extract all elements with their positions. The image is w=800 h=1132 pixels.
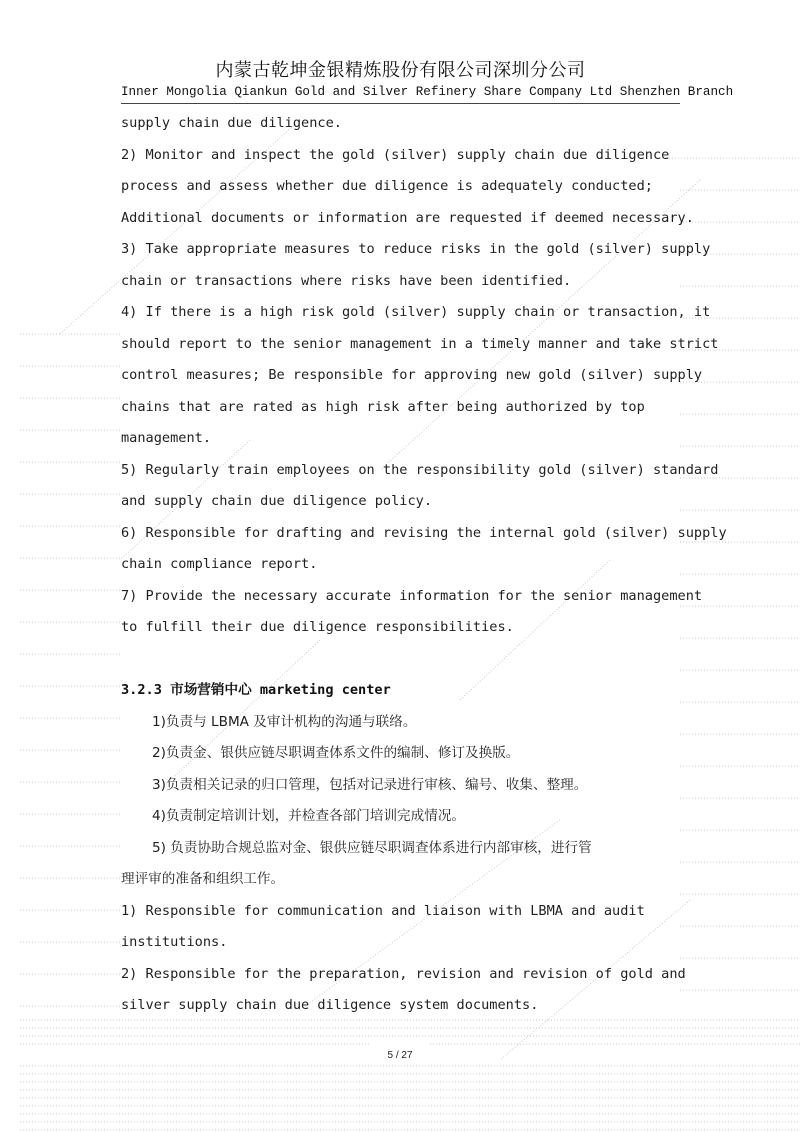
body-line: chain compliance report. [121,556,318,572]
body-line: and supply chain due diligence policy. [121,493,432,509]
cn-list-item: 2)负责金、银供应链尽职调查体系文件的编制、修订及换版。 [152,745,520,761]
body-line: Additional documents or information are requested if deemed necessary. [121,209,694,226]
document-body [121,108,727,1022]
section-heading: 3.2.3 市场营销中心 marketing center [121,682,391,698]
body-line: chains that are rated as high risk after being authorized by top [121,398,645,415]
page-number: 5 / 27 [387,1050,413,1061]
body-line: control measures; Be responsible for approving new gold (silver) supply [121,367,703,383]
company-name-english: Inner Mongolia Qiankun Gold and Silver Refinery Share Company Ltd Shenzhen Branch [121,85,734,99]
body-line: 2) Monitor and inspect the gold (silver) supply chain due diligence [121,146,670,163]
en-list-item: institutions. [121,934,228,950]
body-line: 3) Take appropriate measures to reduce risks in the gold (silver) supply [121,241,711,257]
cn-list-item: 5) 负责协助合规总监对金、银供应链尽职调查体系进行内部审核，进行管 [152,839,592,856]
cn-list-item-continued: 理评审的准备和组织工作。 [121,871,285,887]
company-name-chinese: 内蒙古乾坤金银精炼股份有限公司深圳分公司 [215,60,586,81]
cn-list-item: 4)负责制定培训计划，并检查各部门培训完成情况。 [152,808,466,824]
body-line: 7) Provide the necessary accurate information for the senior management [121,587,703,604]
body-line: chain or transactions where risks have been identified. [121,272,572,289]
en-list-item: 2) Responsible for the preparation, revision and revision of gold and [121,965,686,982]
body-line: to fulfill their due diligence responsibilities. [121,619,514,635]
en-list-item: 1) Responsible for communication and liaison with LBMA and audit [121,902,645,919]
body-line: 6) Responsible for drafting and revising the internal gold (silver) supply [121,524,727,541]
body-line: process and assess whether due diligence is adequately conducted; [121,178,653,194]
body-line: 4) If there is a high risk gold (silver) supply chain or transaction, it [121,304,711,320]
body-line: 5) Regularly train employees on the responsibility gold (silver) standard [121,461,719,478]
paragraph-spacer [121,644,686,676]
en-list-item: silver supply chain due diligence system documents. [121,997,539,1013]
cn-list-item: 3)负责相关记录的归口管理，包括对记录进行审核、编号、收集、整理。 [152,776,588,793]
body-line: should report to the senior management in a timely manner and take strict [121,335,719,352]
document-header [121,58,734,104]
header-divider [121,103,680,104]
body-line: supply chain due diligence. [121,115,342,131]
cn-list-item: 1)负责与 LBMA 及审计机构的沟通与联络。 [152,713,417,730]
body-line: management. [121,430,212,446]
